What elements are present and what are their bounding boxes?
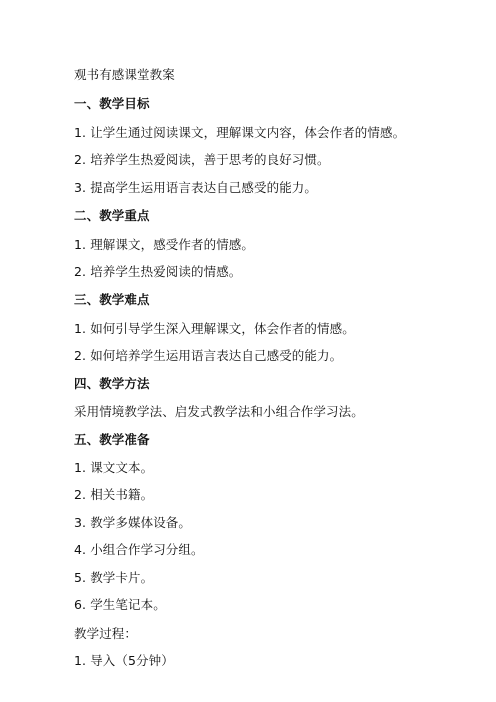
list-item: 1. 如何引导学生深入理解课文，体会作者的情感。 bbox=[74, 321, 355, 336]
list-item: 3. 提高学生运用语言表达自己感受的能力。 bbox=[74, 180, 318, 195]
paragraph: 采用情境教学法、启发式教学法和小组合作学习法。 bbox=[74, 404, 364, 419]
section-heading-key-points: 二、教学重点 bbox=[74, 208, 150, 223]
list-item: 2. 培养学生热爱阅读，善于思考的良好习惯。 bbox=[74, 152, 330, 167]
list-item: 6. 学生笔记本。 bbox=[74, 597, 166, 612]
list-item: 5. 教学卡片。 bbox=[74, 570, 154, 585]
list-item: 1. 让学生通过阅读课文，理解课文内容，体会作者的情感。 bbox=[74, 125, 406, 140]
list-item: 1. 导入（5分钟） bbox=[74, 653, 174, 668]
list-item: 2. 相关书籍。 bbox=[74, 487, 154, 502]
section-heading-preparation: 五、教学准备 bbox=[74, 432, 150, 447]
list-item: 2. 如何培养学生运用语言表达自己感受的能力。 bbox=[74, 348, 343, 363]
list-item: 1. 课文文本。 bbox=[74, 460, 154, 475]
list-item: 4. 小组合作学习分组。 bbox=[74, 542, 204, 557]
document-title: 观书有感课堂教案 bbox=[74, 67, 175, 82]
process-label: 教学过程： bbox=[74, 626, 138, 641]
section-heading-methods: 四、教学方法 bbox=[74, 376, 150, 391]
list-item: 1. 理解课文，感受作者的情感。 bbox=[74, 237, 255, 252]
section-heading-objectives: 一、教学目标 bbox=[74, 96, 150, 111]
list-item: 2. 培养学生热爱阅读的情感。 bbox=[74, 264, 242, 279]
list-item: 3. 教学多媒体设备。 bbox=[74, 515, 191, 530]
section-heading-difficulties: 三、教学难点 bbox=[74, 292, 150, 307]
